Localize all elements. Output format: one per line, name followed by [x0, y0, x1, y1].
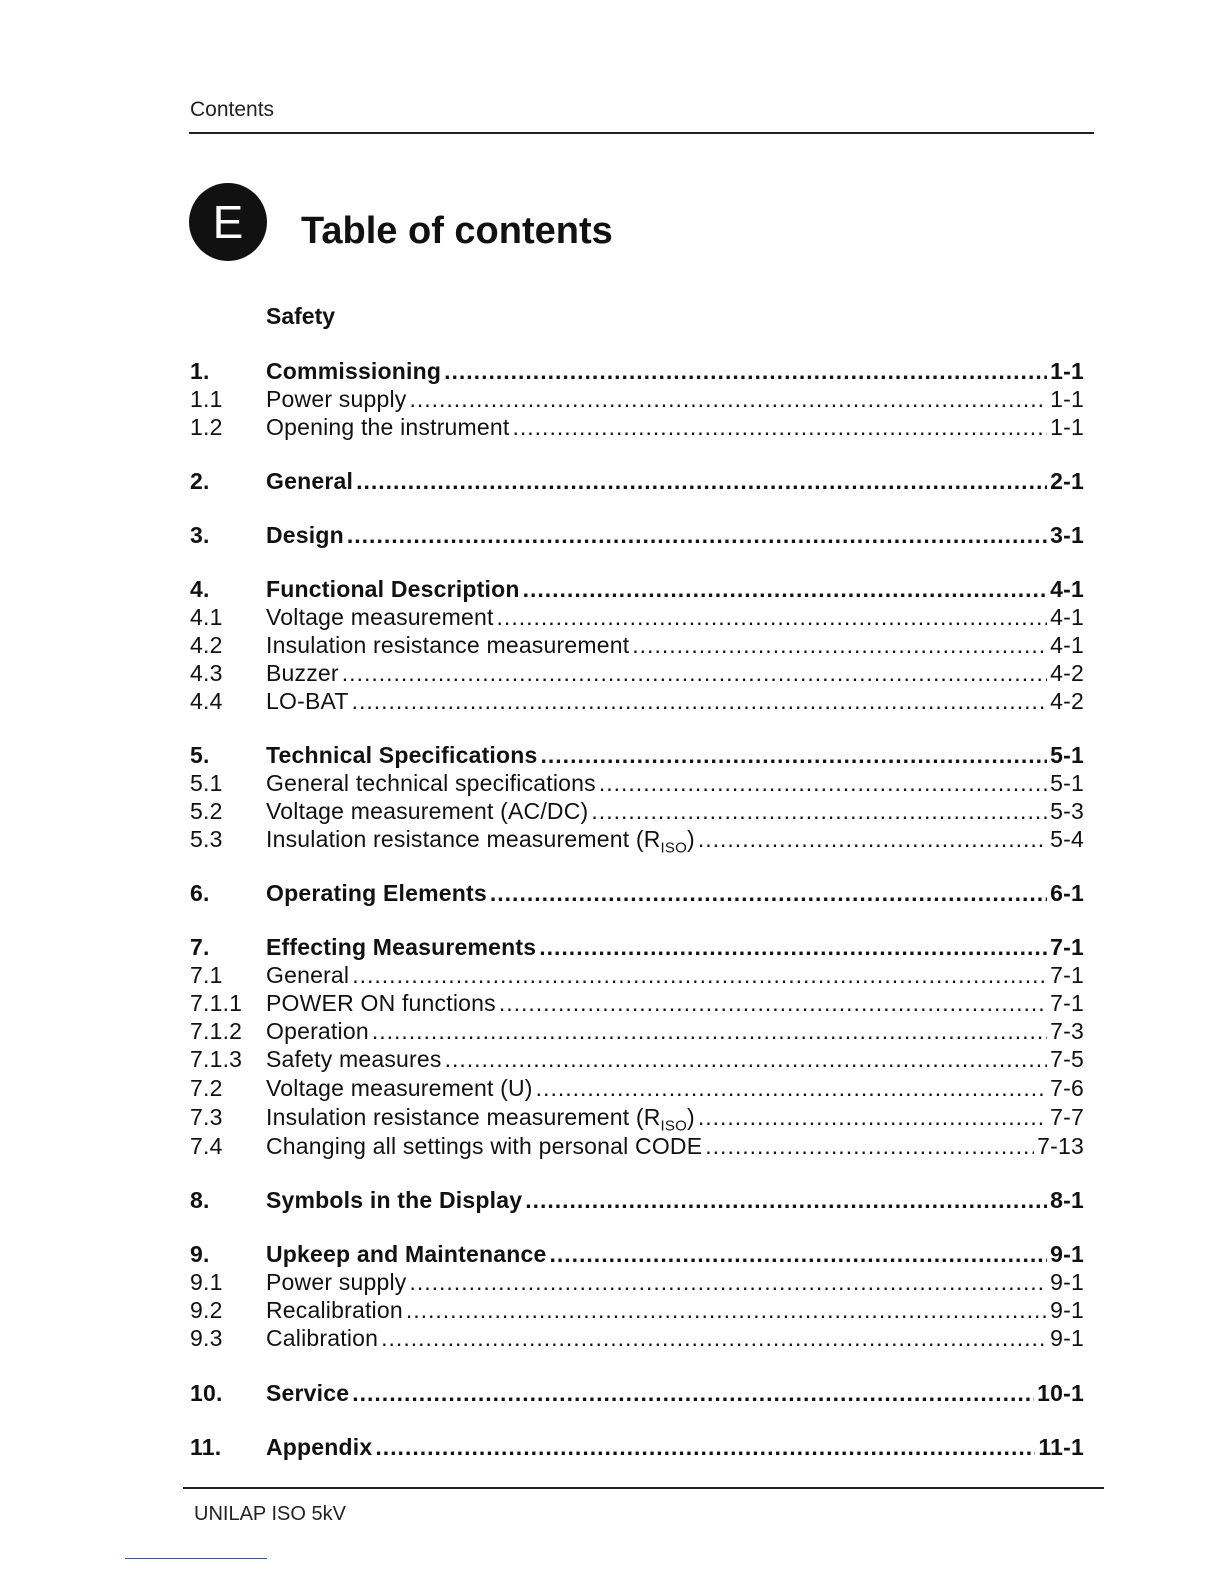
toc-entry-number: 1.	[190, 358, 210, 384]
toc-entry-page: 7-3	[1050, 1018, 1084, 1044]
language-badge-icon: E	[189, 183, 267, 261]
toc-entry-number: 5.	[190, 742, 210, 768]
toc-entry[interactable]	[190, 604, 1084, 634]
page-title: Table of contents	[301, 210, 613, 252]
toc-entry-title: General	[266, 468, 354, 494]
toc-entry[interactable]	[190, 770, 1084, 800]
toc-entry-number: 9.1	[190, 1269, 223, 1295]
toc-entry-number: 10.	[190, 1380, 223, 1406]
toc-entry[interactable]	[190, 688, 1084, 718]
toc-entry-page: 6-1	[1050, 880, 1084, 906]
toc-entry-title: Commissioning	[266, 358, 442, 384]
toc-entry[interactable]	[190, 1269, 1084, 1299]
toc-entry-page: 9-1	[1050, 1325, 1084, 1351]
toc-entry-number: 7.1.2	[190, 1018, 243, 1044]
toc-entry-page: 9-1	[1050, 1297, 1084, 1323]
toc-entry[interactable]	[190, 1297, 1084, 1327]
toc-leader-dots	[375, 1434, 1035, 1461]
toc-entry-title: Calibration	[266, 1325, 379, 1351]
toc-entry-number: 8.	[190, 1187, 210, 1213]
toc-leader-dots	[591, 798, 1047, 825]
toc-entry-page: 5-1	[1050, 770, 1084, 796]
toc-entry-title: Insulation resistance measurement	[266, 632, 630, 658]
toc-entry-title: Technical Specifications	[266, 742, 538, 768]
toc-leader-dots	[497, 604, 1048, 631]
toc-entry-page: 2-1	[1050, 468, 1084, 494]
toc-entry-number: 4.	[190, 576, 210, 602]
toc-entry-number: 7.2	[190, 1075, 223, 1101]
toc-entry[interactable]	[190, 962, 1084, 992]
toc-leader-dots	[525, 1187, 1047, 1214]
toc-entry[interactable]	[190, 934, 1084, 964]
toc-entry-page: 1-1	[1050, 358, 1084, 384]
toc-entry-page: 7-13	[1037, 1133, 1084, 1159]
toc-entry-title: LO-BAT	[266, 688, 349, 714]
toc-leader-dots	[705, 1133, 1034, 1160]
toc-entry-title: Voltage measurement	[266, 604, 494, 630]
toc-entry-number: 9.2	[190, 1297, 223, 1323]
toc-entry-page: 9-1	[1050, 1269, 1084, 1295]
toc-entry-number: 5.2	[190, 798, 223, 824]
toc-entry-number: 2.	[190, 468, 210, 494]
toc-entry-title: Recalibration	[266, 1297, 403, 1323]
toc-entry[interactable]	[190, 414, 1084, 444]
toc-entry-number: 9.3	[190, 1325, 223, 1351]
toc-leader-dots	[490, 880, 1047, 907]
toc-entry-title: Power supply	[266, 386, 407, 412]
footer-divider	[183, 1487, 1104, 1489]
toc-entry[interactable]	[190, 1380, 1084, 1410]
toc-leader-dots	[599, 770, 1047, 797]
toc-leader-dots	[347, 522, 1047, 549]
toc-entry-number: 5.1	[190, 770, 223, 796]
toc-entry[interactable]	[190, 358, 1084, 388]
toc-entry-number: 7.1.1	[190, 990, 243, 1016]
toc-entry-number: 7.1.3	[190, 1046, 243, 1072]
toc-entry-number: 4.2	[190, 632, 223, 658]
toc-leader-dots	[342, 660, 1047, 687]
toc-entry-number: 11.	[190, 1434, 222, 1460]
toc-entry-number: 1.1	[190, 386, 223, 412]
toc-entry-number: 1.2	[190, 414, 223, 440]
toc-entry[interactable]	[190, 1133, 1084, 1163]
toc-leader-dots	[698, 1104, 1047, 1131]
toc-entry[interactable]	[190, 1187, 1084, 1217]
toc-entry-number: 4.4	[190, 688, 223, 714]
toc-entry[interactable]	[190, 1046, 1084, 1076]
toc-entry-number: 7.	[190, 934, 210, 960]
toc-entry-page: 5-1	[1050, 742, 1084, 768]
toc-entry[interactable]	[190, 742, 1084, 772]
toc-entry-safety[interactable]: Safety	[266, 303, 336, 329]
toc-entry-title: General	[266, 962, 350, 988]
toc-entry-page: 1-1	[1050, 386, 1084, 412]
toc-entry-title: General technical specifications	[266, 770, 596, 796]
toc-entry[interactable]	[190, 632, 1084, 662]
toc-entry-page: 1-1	[1050, 414, 1084, 440]
toc-leader-dots	[356, 468, 1047, 495]
toc-entry-title: Insulation resistance measurement $(R_{ISO})$	[266, 1104, 695, 1135]
toc-entry-page: 4-2	[1050, 660, 1084, 686]
toc-leader-dots	[536, 1075, 1047, 1102]
toc-entry-number: 6.	[190, 880, 210, 906]
toc-entry[interactable]	[190, 386, 1084, 416]
toc-entry-page: 10-1	[1037, 1380, 1084, 1406]
toc-entry-page: 5-3	[1050, 798, 1084, 824]
toc-entry-number: 7.3	[190, 1104, 223, 1130]
toc-entry-title: Appendix	[266, 1434, 373, 1460]
toc-entry-page: 5-4	[1050, 826, 1084, 852]
toc-entry-number: 5.3	[190, 826, 223, 852]
toc-entry[interactable]	[190, 990, 1084, 1020]
toc-entry-title: Design	[266, 522, 344, 548]
toc-entry-title: Upkeep and Maintenance	[266, 1241, 547, 1267]
toc-entry-number: 9.	[190, 1241, 210, 1267]
toc-entry-title: Operating Elements	[266, 880, 487, 906]
toc-entry[interactable]	[190, 1104, 1084, 1134]
toc-entry-title: POWER ON functions	[266, 990, 496, 1016]
toc-entry[interactable]	[190, 1325, 1084, 1355]
toc-entry-number: 7.4	[190, 1133, 223, 1159]
toc-entry-title: Operation	[266, 1018, 369, 1044]
toc-leader-dots	[409, 386, 1047, 413]
toc-entry-title: Voltage measurement (AC/DC)	[266, 798, 589, 824]
toc-entry-title: Power supply	[266, 1269, 407, 1295]
toc-entry[interactable]	[190, 576, 1084, 606]
toc-entry[interactable]	[190, 1075, 1084, 1105]
toc-leader-dots	[409, 1269, 1047, 1296]
toc-entry-title: Changing all settings with personal CODE	[266, 1133, 703, 1159]
toc-leader-dots	[352, 688, 1048, 715]
toc-leader-dots	[444, 358, 1047, 385]
toc-entry-title: Voltage measurement (U)	[266, 1075, 533, 1101]
toc-entry-number: 4.1	[190, 604, 223, 630]
toc-leader-dots	[352, 962, 1047, 989]
toc-entry-number: 4.3	[190, 660, 223, 686]
toc-leader-dots	[541, 742, 1048, 769]
toc-leader-dots	[445, 1046, 1048, 1073]
toc-leader-dots	[381, 1325, 1047, 1352]
toc-entry-number: 7.1	[190, 962, 223, 988]
toc-entry-page: 3-1	[1050, 522, 1084, 548]
toc-leader-dots	[352, 1380, 1034, 1407]
toc-entry-title: Service	[266, 1380, 350, 1406]
toc-entry-title: Buzzer	[266, 660, 339, 686]
toc-leader-dots	[372, 1018, 1047, 1045]
toc-leader-dots	[406, 1297, 1047, 1324]
toc-entry-page: 7-5	[1050, 1046, 1084, 1072]
toc-entry-page: 8-1	[1050, 1187, 1084, 1213]
toc-entry[interactable]	[190, 522, 1084, 552]
toc-leader-dots	[513, 414, 1048, 441]
link-underline	[125, 1558, 267, 1559]
toc-entry-number: 3.	[190, 522, 210, 548]
toc-entry-title: Symbols in the Display	[266, 1187, 523, 1213]
toc-entry[interactable]	[190, 660, 1084, 690]
toc-entry-page: 7-1	[1050, 934, 1084, 960]
toc-entry[interactable]	[190, 468, 1084, 498]
toc-entry-page: 4-2	[1050, 688, 1084, 714]
toc-leader-dots	[698, 826, 1047, 853]
toc-entry-title: Effecting Measurements	[266, 934, 537, 960]
toc-leader-dots	[632, 632, 1047, 659]
toc-entry[interactable]	[190, 1434, 1084, 1464]
toc-entry-page: 7-1	[1050, 990, 1084, 1016]
toc-leader-dots	[523, 576, 1048, 603]
toc-entry-page: 4-1	[1050, 632, 1084, 658]
toc-entry-page: 9-1	[1050, 1241, 1084, 1267]
toc-entry[interactable]	[190, 826, 1084, 856]
toc-entry[interactable]	[190, 880, 1084, 910]
toc-entry-page: 7-6	[1050, 1075, 1084, 1101]
toc-leader-dots	[499, 990, 1047, 1017]
header-divider	[189, 132, 1094, 134]
toc-entry-title: Safety measures	[266, 1046, 442, 1072]
toc-entry-page: 11-1	[1038, 1434, 1084, 1460]
running-header: Contents	[190, 98, 275, 121]
toc-entry[interactable]	[190, 798, 1084, 828]
toc-entry-title: Opening the instrument	[266, 414, 510, 440]
toc-entry-page: 7-7	[1050, 1104, 1084, 1130]
toc-entry-title: Functional Description	[266, 576, 520, 602]
toc-entry-page: 7-1	[1050, 962, 1084, 988]
toc-entry-page: 4-1	[1050, 576, 1084, 602]
toc-entry-title: Insulation resistance measurement $(R_{ISO})$	[266, 826, 695, 857]
toc-leader-dots	[539, 934, 1047, 961]
toc-entry[interactable]	[190, 1241, 1084, 1271]
footer-product-name: UNILAP ISO 5kV	[194, 1503, 346, 1525]
toc-entry[interactable]	[190, 1018, 1084, 1048]
toc-leader-dots	[549, 1241, 1047, 1268]
toc-entry-page: 4-1	[1050, 604, 1084, 630]
